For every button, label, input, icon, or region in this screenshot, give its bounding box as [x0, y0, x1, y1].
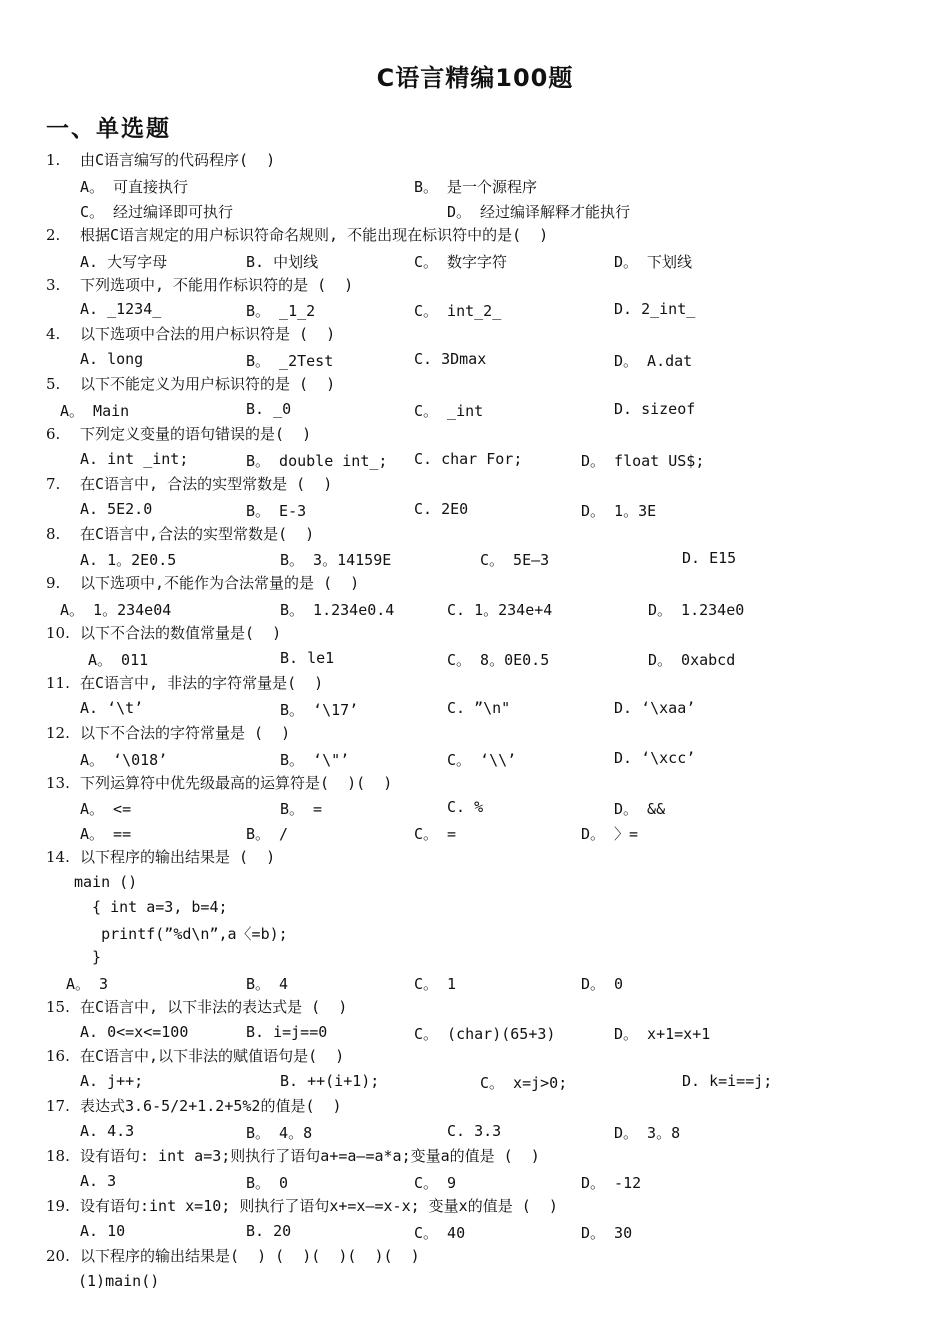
- option-d: D. k=i==j;: [682, 1072, 773, 1091]
- option-d: D。 0: [581, 974, 624, 993]
- option-a: A. 3: [80, 1171, 117, 1190]
- option-c: C。 数字字符: [414, 252, 508, 271]
- option-d: D. 2_int_: [614, 300, 696, 319]
- question-number: 5.: [46, 375, 61, 394]
- option-a: A. ‘\t’: [80, 698, 144, 717]
- option-d: D。 A.dat: [614, 352, 693, 371]
- option-d: D。 x+1=x+1: [614, 1024, 711, 1043]
- option-a: A。 ‘\018’: [80, 750, 168, 769]
- option-a: A. j++;: [80, 1072, 144, 1091]
- question-text: 以下程序的输出结果是( ) ( )( )( )( ): [80, 1246, 420, 1265]
- option-b: B。 /: [246, 825, 289, 844]
- option-b: B. _0: [246, 400, 292, 418]
- code-line: (1)main(): [78, 1271, 160, 1290]
- option-d: D。 下划线: [614, 252, 693, 271]
- option-a: C。 经过编译即可执行: [80, 202, 234, 221]
- option-a: A. int _int;: [80, 449, 189, 468]
- option-a: A. 4.3: [80, 1122, 135, 1141]
- option-a: A。 Main: [60, 402, 130, 420]
- option-a: A. 5E2.0: [80, 499, 153, 518]
- question-text: 以下不能定义为用户标识符的是 ( ): [80, 375, 336, 394]
- option-d: D。 30: [581, 1223, 633, 1242]
- code-line: { int a=3, b=4;: [74, 898, 228, 916]
- question-number: 19.: [46, 1196, 70, 1215]
- option-b: B。 3。14159E: [280, 551, 392, 570]
- option-b: B。 1.234e0.4: [280, 601, 395, 620]
- option-a: A。 <=: [80, 800, 132, 819]
- option-d: D。 〉=: [581, 825, 639, 844]
- question-text: 在C语言中, 非法的字符常量是( ): [80, 673, 324, 692]
- option-a: A。 ==: [80, 825, 132, 844]
- option-c: C. char For;: [414, 449, 523, 468]
- option-c: C。 40: [414, 1223, 466, 1242]
- option-d: D. E15: [682, 549, 737, 568]
- question-number: 11.: [46, 673, 70, 692]
- option-b: B. 中划线: [246, 252, 319, 271]
- option-a: A。 可直接执行: [80, 177, 189, 196]
- option-d: D。 3。8: [614, 1124, 681, 1143]
- option-b: B。 _1_2: [246, 302, 316, 321]
- code-line: printf(”%d\n”,a〈=b);: [74, 924, 288, 943]
- option-a: A. _1234_: [80, 300, 162, 319]
- question-number: 8.: [46, 524, 61, 543]
- question-number: 15.: [46, 997, 70, 1016]
- code-line: }: [74, 947, 102, 966]
- question-number: 14.: [46, 848, 70, 867]
- option-c: C. 1。234e+4: [447, 601, 553, 620]
- option-b: B。 E-3: [246, 501, 307, 520]
- option-c: C. 3.3: [447, 1122, 502, 1141]
- option-a: A. 大写字母: [80, 252, 168, 271]
- option-c: C。 =: [414, 825, 457, 844]
- question-text: 根据C语言规定的用户标识符命名规则, 不能出现在标识符中的是( ): [80, 225, 549, 244]
- option-d: D。 经过编译解释才能执行: [447, 202, 631, 221]
- option-b: B. 20: [246, 1221, 292, 1240]
- option-b: B. ++(i+1);: [280, 1072, 380, 1091]
- section-heading: 一、单选题: [46, 116, 171, 142]
- option-d: D. sizeof: [614, 400, 696, 418]
- option-c: C。 int_2_: [414, 302, 502, 321]
- option-b: B。 ‘\17’: [280, 700, 359, 719]
- question-text: 以下选项中合法的用户标识符是 ( ): [80, 325, 336, 344]
- option-b: B。 4: [246, 974, 289, 993]
- option-c: C. 2E0: [414, 499, 469, 518]
- question-number: 3.: [46, 275, 61, 294]
- question-number: 1.: [46, 151, 61, 169]
- option-d: D. ‘\xaa’: [614, 698, 696, 717]
- option-d: D。 1。3E: [581, 501, 657, 520]
- question-text: 在C语言中,合法的实型常数是( ): [80, 524, 315, 543]
- option-b: B. le1: [280, 649, 335, 667]
- question-number: 4.: [46, 325, 61, 344]
- question-text: 在C语言中, 合法的实型常数是 ( ): [80, 474, 333, 493]
- question-text: 以下选项中,不能作为合法常量的是 ( ): [80, 574, 360, 593]
- option-a: A。 3: [66, 974, 109, 993]
- option-b: B。 ‘\"’: [280, 750, 350, 769]
- option-b: B。 _2Test: [246, 352, 334, 371]
- option-b: B. i=j==0: [246, 1022, 328, 1041]
- code-line: main (): [74, 873, 138, 892]
- question-number: 7.: [46, 474, 61, 493]
- option-c: C。 9: [414, 1173, 457, 1192]
- question-text: 以下不合法的数值常量是( ): [80, 624, 282, 643]
- page-title: C语言精编100题: [376, 64, 574, 92]
- option-c: B。 是一个源程序: [414, 177, 538, 196]
- option-d: D。 -12: [581, 1173, 642, 1192]
- question-number: 16.: [46, 1047, 70, 1066]
- option-a: A. 10: [80, 1221, 126, 1240]
- question-number: 6.: [46, 424, 61, 443]
- question-number: 18.: [46, 1147, 70, 1165]
- option-c: C。 ‘\\’: [447, 750, 517, 769]
- question-number: 9.: [46, 574, 61, 593]
- option-c: C. %: [447, 798, 484, 817]
- option-a: A. long: [80, 350, 144, 369]
- option-c: C。 8。0E0.5: [447, 651, 550, 669]
- question-text: 在C语言中,以下非法的赋值语句是( ): [80, 1047, 345, 1066]
- option-d: D。 &&: [614, 800, 666, 819]
- question-text: 设有语句:int x=10; 则执行了语句x+=x—=x-x; 变量x的值是 ( ): [80, 1196, 558, 1215]
- option-b: B。 double int_;: [246, 451, 388, 470]
- option-d: D。 0xabcd: [648, 651, 736, 669]
- question-text: 设有语句: int a=3;则执行了语句a+=a—=a*a;变量a的值是 ( ): [80, 1147, 540, 1165]
- option-b: B。 =: [280, 800, 323, 819]
- option-c: C。 _int: [414, 402, 484, 420]
- option-c: C。 1: [414, 974, 457, 993]
- option-c: C. 3Dmax: [414, 350, 487, 369]
- question-text: 由C语言编写的代码程序( ): [80, 151, 276, 169]
- option-d: D。 float US$;: [581, 451, 705, 470]
- question-text: 下列选项中, 不能用作标识符的是 ( ): [80, 275, 354, 294]
- question-text: 下列运算符中优先级最高的运算符是( )( ): [80, 773, 393, 792]
- question-text: 在C语言中, 以下非法的表达式是 ( ): [80, 997, 348, 1016]
- question-number: 20.: [46, 1246, 70, 1265]
- option-a: A。 011: [88, 651, 149, 669]
- option-a: A. 0<=x<=100: [80, 1022, 189, 1041]
- question-number: 10.: [46, 624, 70, 643]
- option-a: A。 1。234e04: [60, 601, 172, 620]
- question-text: 下列定义变量的语句错误的是( ): [80, 424, 312, 443]
- question-text: 表达式3.6-5/2+1.2+5%2的值是( ): [80, 1097, 342, 1116]
- option-d: D。 1.234e0: [648, 601, 745, 620]
- option-c: C。 x=j>0;: [480, 1074, 568, 1093]
- option-d: D. ‘\xcc’: [614, 748, 696, 767]
- option-c: C. ”\n": [447, 698, 511, 717]
- question-number: 2.: [46, 225, 61, 244]
- question-number: 12.: [46, 723, 70, 742]
- question-number: 13.: [46, 773, 70, 792]
- option-a: A. 1。2E0.5: [80, 551, 177, 570]
- option-c: C。 5E—3: [480, 551, 550, 570]
- question-text: 以下不合法的字符常量是 ( ): [80, 723, 291, 742]
- option-b: B。 0: [246, 1173, 289, 1192]
- question-number: 17.: [46, 1097, 70, 1116]
- option-b: B。 4。8: [246, 1124, 313, 1143]
- option-c: C。 (char)(65+3): [414, 1024, 556, 1043]
- question-text: 以下程序的输出结果是 ( ): [80, 848, 276, 867]
